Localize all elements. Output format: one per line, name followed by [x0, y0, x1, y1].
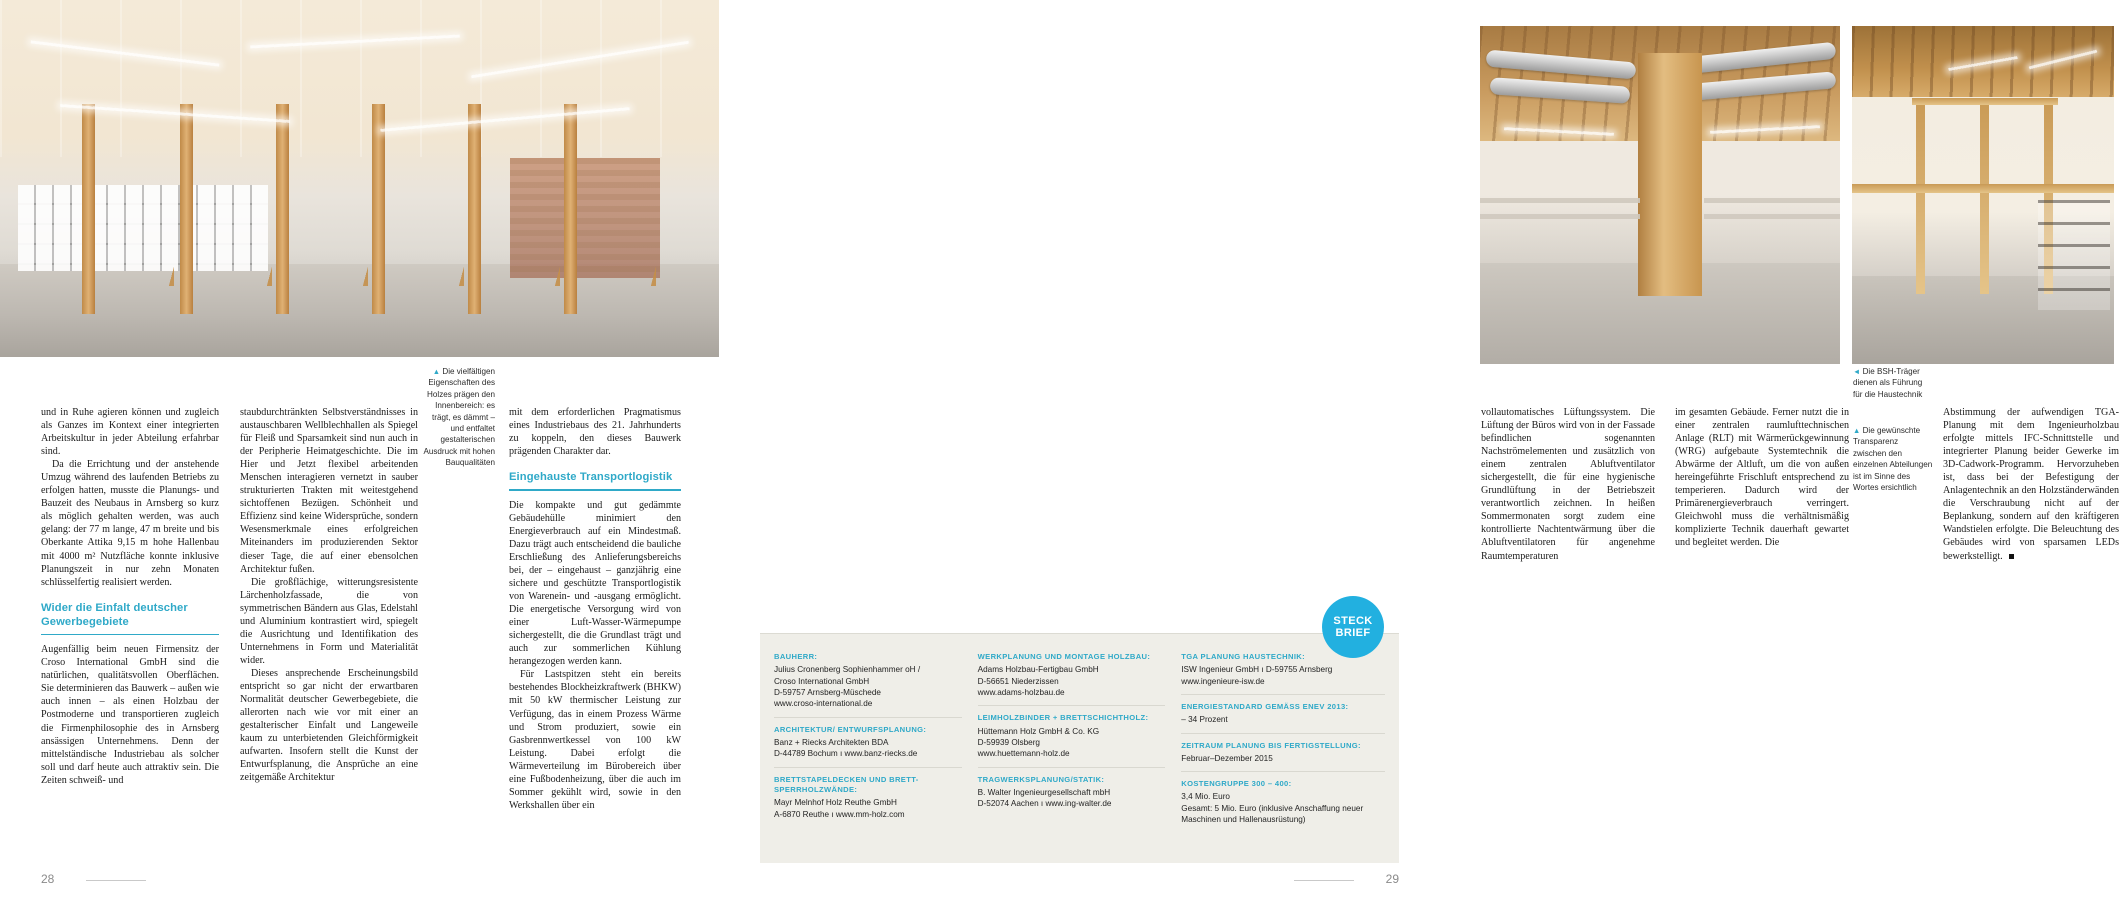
- text-column-4: [1481, 406, 1655, 563]
- steckbrief-value: [774, 797, 962, 820]
- steckbrief-columns: [760, 634, 1399, 863]
- page-number-left: 28: [41, 872, 55, 886]
- steckbrief-line: Adams Holzbau-Fertigbau GmbH: [977, 665, 1099, 675]
- folio-rule: [86, 880, 146, 881]
- steckbrief-column-2: [978, 652, 1182, 853]
- text-column-2: [240, 406, 418, 784]
- end-of-article-mark: [2009, 554, 2014, 559]
- steckbrief-link[interactable]: D-52074 Aachen ı www.ing-walter.de: [977, 799, 1112, 809]
- text-column-1: [41, 406, 219, 787]
- steckbrief-panel: [760, 633, 1399, 863]
- photo-hero-post: [276, 104, 289, 314]
- steckbrief-line: Hüttemann Holz GmbH & Co. KG: [977, 726, 1100, 736]
- steckbrief-label: ARCHITEKTUR/ ENTWURFSPLANUNG:: [774, 724, 927, 734]
- steckbrief-entry: [1181, 779, 1385, 832]
- paragraph: staubdurchtränkten Selbstverständnisses in austauschbaren Wellblechhallen als Spiegel für Fleiß und Sparsamkeit sind nun auch in der Peripherie Heimatgeschichte. Die im Hier und Jetzt flexibel arbeitenden Menschen interagieren vernetzt in sauber strukturierten Trakten mit weitestgehend sichtoffenen Bezügen. Schönheit und Effizienz sind keine Widersprüche, sondern Wesensmerkmale eines erfolgreichen Miteinanders im produzierenden Sektor dieser Tage, die auf einer ebensolchen Architektur fußen.: [240, 407, 418, 575]
- section-heading-eingehauste-transportlogistik: Eingehauste Transportlogistik: [509, 471, 673, 484]
- steckbrief-link[interactable]: www.huettemann-holz.de: [977, 749, 1070, 759]
- paragraph: vollautomatisches Lüftungssystem. Die Lüftung der Büros wird von in der Fassade befindlichen sogenannten Nachströmelementen und zusätzlich von einem zentralen Abluftventilator sichergestellt, die für eine hygienische Grundlüftung in der Betriebszeit verantwortlich zeichnen. In heißen Sommermonaten sorgt zudem eine kontrollierte Nachtentwärmung über die Abluftventilatoren für angenehme Raumtemperaturen: [1481, 407, 1655, 562]
- photo-glazed-atrium: [1852, 26, 2114, 364]
- caption-arrow-left-icon: ◄: [1853, 367, 1861, 376]
- steckbrief-entry: [978, 652, 1166, 706]
- steckbrief-label: ENERGIESTANDARD GEMÄSS ENEV 2013:: [1181, 702, 1349, 712]
- photo-caption-ducts: [1853, 366, 1933, 400]
- paragraph: Dieses ansprechende Erscheinungsbild entspricht so gar nicht der erwartbaren Normalität deutscher Gewerbegebiete, die allerorten nach wie vor mit einer an gestalterischer Einfalt und Langeweile kaum zu unterbietenden Gleichförmigkeit aufwarten. Insofern stellt die Kunst der Entwurfsplanung, die Ansprüche an eine zeitgemäße Architektur: [240, 667, 418, 784]
- steckbrief-entry: [1181, 702, 1385, 734]
- paragraph: Die kompakte und gut gedämmte Gebäudehülle minimiert den Energieverbrauch auf ein Mindestmaß. Dazu trägt auch entscheidend die bauliche Erschließung des Anlieferungsbereichs bei, der – eingehaust – ganzjährig eine sichere und geschützte Transportlogistik von Warenein- und -ausgang ermöglicht. Die energetische Versorgung wird von einer Luft-Wasser-Wärmepumpe sichergestellt, die die Grundlast trägt und auch zur sommerlichen Kühlung herangezogen werden kann.: [509, 499, 681, 668]
- photo-hero-post: [564, 104, 577, 314]
- steckbrief-line: – 34 Prozent: [1181, 715, 1228, 725]
- paragraph-text: Abstimmung der aufwendigen TGA-Planung mit dem Ingenieurholzbau erfolgte mittels IFC-Schnittstelle und integrierter Planung beider Gewerke im 3D-Cadwork-Programm. Hervorzuheben ist, dass bei der Befestigung der Anlagentechnik an den Holzständerwänden die Verschraubung nicht auf der Beplankung, sondern auf den kräftigeren Wandstielen erfolgte. Die Beleuchtung des Gebäudes wird von sparsamen LEDs bewerkstelligt.: [1943, 407, 2119, 562]
- steckbrief-column-1: [774, 652, 978, 853]
- steckbrief-value: [774, 664, 962, 710]
- photo-hero-post: [180, 104, 193, 314]
- steckbrief-entry: [774, 725, 962, 768]
- steckbrief-label: ZEITRAUM PLANUNG BIS FERTIGSTELLUNG:: [1181, 740, 1361, 750]
- steckbrief-line: ISW Ingenieur GmbH ı D-59755 Arnsberg: [1181, 665, 1333, 675]
- steckbrief-value: [1181, 714, 1385, 725]
- paragraph: [1943, 406, 2119, 563]
- steckbrief-entry: [978, 713, 1166, 767]
- steckbrief-column-3: [1181, 652, 1385, 853]
- paragraph: Für Lastspitzen steht ein bereits bestehendes Blockheizkraftwerk (BHKW) mit 50 kW thermischer Leistung zur Verfügung, das in einem Prozess Wärme und Strom produziert, sowie ein Gasbrennwertkessel von 100 kW Leistung. Dabei erfolgt die Wärmeverteilung im Bürobereich über eine Fußbodenheizung, über die auch im Sommer gekühlt wird, sowie in den Werkshallen über ein: [509, 669, 681, 811]
- photo-atrium-transom: [1852, 184, 2114, 193]
- caption-arrow-up-icon: ▲: [1853, 426, 1861, 435]
- steckbrief-label: WERKPLANUNG UND MONTAGE HOLZBAU:: [977, 652, 1151, 661]
- steckbrief-line: Februar–Dezember 2015: [1181, 753, 1273, 763]
- steckbrief-line: 3,4 Mio. Euro: [1181, 792, 1230, 802]
- caption-text: Die gewünschte Transparenz zwischen den einzelnen Abteilungen ist im Sinne des Wortes ersichtlich: [1853, 426, 1933, 493]
- photo-duct-rail: [1704, 214, 1840, 219]
- steckbrief-line: D-59757 Arnsberg-Müschede: [774, 688, 881, 698]
- photo-hero-truss: [474, 136, 560, 286]
- photo-timber-hall-interior: [0, 0, 720, 357]
- photo-caption-atrium: [1853, 425, 1933, 493]
- photo-hero-post: [372, 104, 385, 314]
- steckbrief-label: LEIMHOLZBINDER + BRETTSCHICHTHOLZ:: [977, 713, 1149, 723]
- section-heading-wider-die-einfalt: Wider die Einfalt deutscher Gewerbegebiete: [41, 601, 188, 628]
- steckbrief-link[interactable]: www.adams-holzbau.de: [977, 688, 1065, 698]
- photo-hero-post: [82, 104, 95, 314]
- steckbrief-entry: [1181, 741, 1385, 773]
- paragraph: Die großflächige, witterungsresistente Lärchenholzfassade, die von symmetrischen Bändern aus Glas, Edelstahl und Aluminium kontrastiert wird, spiegelt die Ausrichtung und Identifikation des Unternehmens in Form und Materialität wider.: [240, 576, 418, 666]
- photo-atrium-transom: [1912, 98, 2058, 105]
- steckbrief-label: BAUHERR:: [774, 652, 818, 661]
- paragraph: mit dem erforderlichen Pragmatismus eines Industriebaus des 21. Jahrhunderts zu koppeln, den dieses Bauwerk prägenden Charakter dar.: [509, 407, 681, 458]
- steckbrief-label: BRETTSTAPELDECKEN UND BRETT-SPERRHOLZWÄNDE:: [774, 774, 919, 795]
- steckbrief-line: Julius Cronenberg Sophienhammer oH /: [774, 665, 921, 675]
- steckbrief-link[interactable]: www.croso-international.de: [774, 699, 873, 709]
- steckbrief-value: [978, 787, 1166, 810]
- steckbrief-label: TRAGWERKSPLANUNG/STATIK:: [977, 774, 1105, 784]
- photo-atrium-shelving: [2038, 200, 2110, 310]
- steckbrief-badge-line-1: STECK: [1333, 614, 1373, 627]
- photo-duct-column: [1638, 53, 1702, 296]
- photo-hero-truss: [570, 136, 656, 286]
- steckbrief-line: D-56651 Niederzissen: [977, 676, 1059, 686]
- photo-hero-post: [468, 104, 481, 314]
- steckbrief-badge-line-2: BRIEF: [1335, 627, 1371, 639]
- text-column-3: [509, 406, 681, 812]
- page-gutter: [719, 0, 721, 900]
- steckbrief-line: B. Walter Ingenieurgesellschaft mbH: [977, 788, 1111, 798]
- photo-ventilation-ducts: [1480, 26, 1840, 364]
- text-column-6: [1943, 406, 2119, 563]
- steckbrief-entry: [1181, 652, 1385, 695]
- steckbrief-value: [1181, 791, 1385, 825]
- page-left: [0, 0, 720, 900]
- photo-atrium-mullion: [1980, 98, 1989, 294]
- photo-hero-truss: [282, 136, 368, 286]
- photo-hero-truss: [378, 136, 464, 286]
- steckbrief-line: Croso International GmbH: [774, 676, 870, 686]
- paragraph: im gesamten Gebäude. Ferner nutzt die in einer zentralen raumlufttechnischen Anlage (RLT) mit Wärmerückgewinnung (WRG) aufgebaute Systemtechnik die Abwärme der Altluft, um die von außen hereingeführte Frischluft entsprechend zu temperieren. Dadurch wird der Primärenergieverbrauch verringert. Gleichwohl muss die verhältnismäßig komplizierte Technik dauerhaft gewartet und begleitet werden. Die: [1675, 407, 1849, 549]
- steckbrief-entry: [774, 652, 962, 718]
- paragraph: Da die Errichtung und der anstehende Umzug während des laufenden Betriebs zu erfolgen hatten, musste die Planungs- und Bauzeit des Neubaus in Arnsberg so kurz als möglich gehalten werden, was auch gelang: der 77 m lange, 47 m breite und bis Oberkante Attika 9,15 m hohe Hallenbau mit 4000 m² Nutzfläche konnte inklusive Planungszeit in nur zehn Monaten schlüsselfertig realisiert werden.: [41, 459, 219, 588]
- steckbrief-value: [774, 737, 962, 760]
- paragraph: Augenfällig beim neuen Firmensitz der Croso International GmbH sind die natürlichen, qualitätsvollen Oberflächen. Sie determinieren das Bauwerk – außen wie auch innen – als einen Holzbau der Postmoderne und transportieren zugleich die Firmenphilosophie des in Arnsberg ansässigen Unternehmens. Denn der mittelständische Industriebau als solcher soll und darf heute auch attraktiv sein. Die Zeiten schweiß- und: [41, 644, 219, 786]
- steckbrief-line: Gesamt: 5 Mio. Euro (inklusive Anschaffung neuer Maschinen und Hallenausrüstung): [1181, 803, 1364, 825]
- photo-hero-truss: [88, 136, 174, 286]
- photo-atrium-mullion: [1916, 98, 1925, 294]
- steckbrief-link[interactable]: D-44789 Bochum ı www.banz-riecks.de: [774, 749, 918, 759]
- caption-text: Die BSH-Träger dienen als Führung für die Haustechnik: [1853, 367, 1923, 399]
- steckbrief-label: KOSTENGRUPPE 300 – 400:: [1181, 779, 1292, 789]
- steckbrief-line: D-59939 Olsberg: [977, 738, 1040, 748]
- folio-rule: [1294, 880, 1354, 881]
- paragraph: und in Ruhe agieren können und zugleich als Ganzes im Kontext einer integrierten Arbeitskultur in jeder Abteilung erfahrbar sind.: [41, 407, 219, 458]
- steckbrief-link[interactable]: A-6870 Reuthe ı www.mm-holz.com: [774, 809, 905, 819]
- photo-duct-rail: [1480, 214, 1640, 219]
- steckbrief-label: TGA PLANUNG HAUSTECHNIK:: [1181, 652, 1305, 661]
- page-number-right: 29: [1385, 872, 1399, 886]
- steckbrief-value: [978, 664, 1166, 698]
- steckbrief-value: [978, 726, 1166, 760]
- steckbrief-badge: [1322, 596, 1384, 658]
- photo-duct-rail: [1480, 198, 1640, 203]
- photo-hero-truss: [186, 136, 272, 286]
- photo-caption-hero: [417, 366, 495, 469]
- steckbrief-value: [1181, 753, 1385, 764]
- steckbrief-line: Banz + Riecks Architekten BDA: [774, 738, 889, 748]
- caption-arrow-up-icon: ▲: [432, 367, 441, 376]
- steckbrief-entry: [774, 775, 962, 827]
- caption-text: Die vielfältigen Eigenschaften des Holzes prägen den Innenbereich: es trägt, es dämmt – und entfaltet gestalterischen Ausdruck mit hohen Bauqualitäten: [423, 367, 495, 468]
- steckbrief-line: Mayr Melnhof Holz Reuthe GmbH: [774, 798, 897, 808]
- steckbrief-entry: [978, 775, 1166, 817]
- heading-rule: [41, 634, 219, 636]
- photo-hero-ceiling: [0, 0, 720, 157]
- photo-duct-rail: [1704, 198, 1840, 203]
- steckbrief-value: [1181, 664, 1385, 687]
- steckbrief-link[interactable]: www.ingenieure-isw.de: [1181, 676, 1265, 686]
- heading-rule: [509, 489, 681, 491]
- text-column-5: [1675, 406, 1849, 550]
